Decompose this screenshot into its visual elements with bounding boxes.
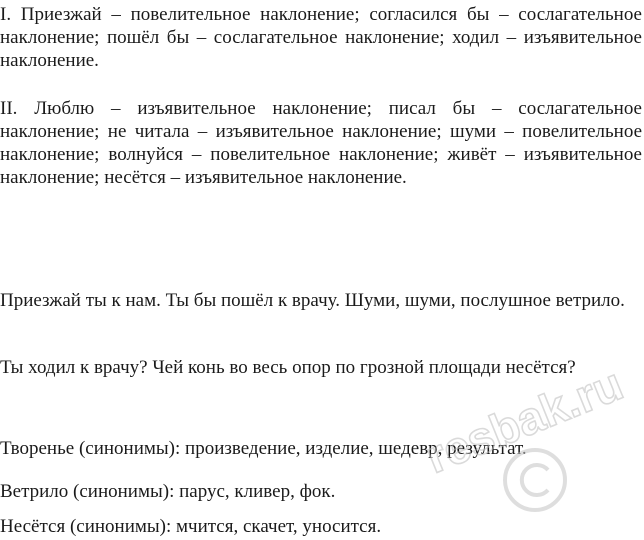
watermark-text: resbak.ru [418,357,630,484]
synonyms-tvorenye: Творенье (синонимы): произведение, изделие, шедевр, результат. [0,438,527,459]
paragraph-example-sentences: Приезжай ты к нам. Ты бы пошёл к врачу. Шуми, шуми, послушное ветрило. [0,290,625,311]
paragraph-example-questions: Ты ходил к врачу? Чей конь во весь опор по грозной площади несётся? [0,357,576,378]
paragraph-moods-part-2: II. Люблю – изъявительное наклонение; писал бы – сослагательное наклонение; не читала – изъявительное наклонение; шуми – повелительное наклонение; волнуйся – повелительное наклонение; живёт – изъявительное наклонение; несётся – изъявительное наклонение. [0,98,642,188]
synonyms-nesetsya: Несётся (синонимы): мчится, скачет, уносится. [0,516,382,537]
paragraph-moods-part-1: I. Приезжай – повелительное наклонение; согласился бы – сослагательное наклонение; пошёл бы – сослагательное наклонение; ходил – изъявительное наклонение. [0,4,642,71]
synonyms-vetrilo: Ветрило (синонимы): парус, кливер, фок. [0,481,336,502]
